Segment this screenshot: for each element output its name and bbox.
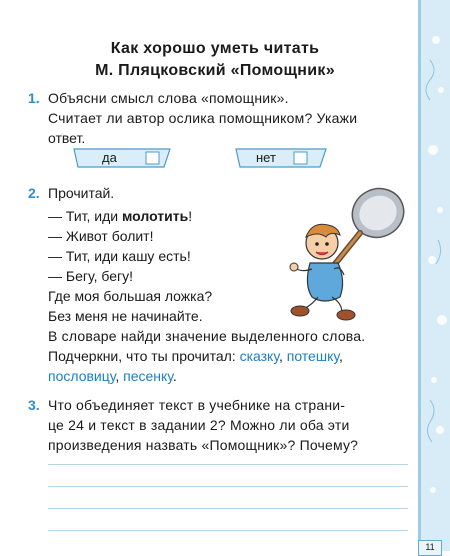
task-2-instruction-3 xyxy=(48,366,177,386)
instruction-2-text: Подчеркни, что ты прочитал: xyxy=(48,348,240,364)
task-1-line-2: Считает ли автор ослика помощником? Укажи xyxy=(48,110,358,126)
task-2-intro: Прочитай. xyxy=(48,185,115,201)
task-2-instruction-2 xyxy=(48,346,343,366)
answer-line-1[interactable] xyxy=(48,464,408,465)
task-3-line-3: произведения назвать «Помощник»? Почему? xyxy=(48,437,359,453)
task-3-line-1: Что объединяет текст в учебнике на страни- xyxy=(48,397,346,413)
poem-line-1-start: — Тит, иди xyxy=(48,208,122,224)
poem-line-2: — Живот болит! xyxy=(48,228,154,244)
answer-line-2[interactable] xyxy=(48,486,408,487)
task-3-number: 3. xyxy=(28,397,40,413)
poem-line-5: Где моя большая ложка? xyxy=(48,288,213,304)
answer-no-label: нет xyxy=(256,150,276,165)
task-1-line-3: ответ. xyxy=(48,130,86,146)
page-title: Как хорошо уметь читать xyxy=(110,40,320,57)
poem-line-1 xyxy=(48,206,192,226)
task-3-line-2: це 24 и текст в задании 2? Можно ли оба эти xyxy=(48,417,350,433)
poem-line-1-end: ! xyxy=(188,208,193,224)
task-1-line-1: Объясни смысл слова «помощник». xyxy=(48,90,289,106)
answer-yes-frame xyxy=(72,147,172,169)
task-1-number: 1. xyxy=(28,90,40,106)
poem-line-6: Без меня не начинайте. xyxy=(48,308,203,324)
page-subtitle: М. Пляцковский «Помощник» xyxy=(95,62,335,79)
poem-line-4: — Бегу, бегу! xyxy=(48,268,133,284)
option-skazka[interactable]: сказку xyxy=(239,348,279,364)
answer-yes-label: да xyxy=(102,150,117,165)
task-2-instruction-1: В словаре найди значение выделенного слова. xyxy=(48,328,366,344)
option-poteshka[interactable]: потешку xyxy=(286,348,339,364)
answer-no[interactable] xyxy=(234,147,328,169)
answer-no-frame xyxy=(234,147,328,169)
poem-line-3: — Тит, иди кашу есть! xyxy=(48,248,191,264)
answer-yes[interactable] xyxy=(72,147,172,169)
answer-line-3[interactable] xyxy=(48,508,408,509)
option-poslovica[interactable]: пословицу xyxy=(48,368,116,384)
period: . xyxy=(172,368,177,384)
answer-line-4[interactable] xyxy=(48,530,408,531)
task-2-number: 2. xyxy=(28,185,40,201)
boy-with-spoon-illustration xyxy=(270,185,415,325)
page-number: 11 xyxy=(418,540,442,556)
highlighted-word: молотить xyxy=(122,208,189,224)
separator: , xyxy=(338,348,343,364)
separator: , xyxy=(115,368,124,384)
separator: , xyxy=(278,348,287,364)
option-pesenka[interactable]: песенку xyxy=(123,368,173,384)
